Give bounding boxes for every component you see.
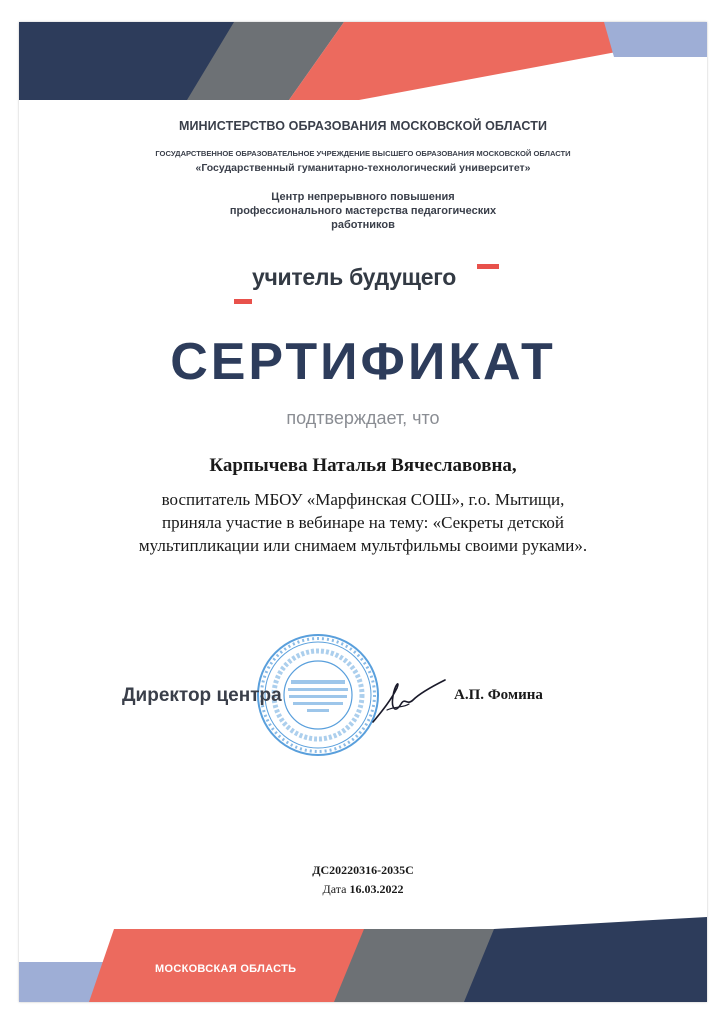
confirms-text: подтверждает, что — [286, 408, 440, 428]
teacher-of-future-logo — [234, 259, 524, 309]
certificate-code: ДС20220316-2035С — [312, 863, 414, 877]
recipient-name: Карпычева Наталья Вячеславовна, — [209, 455, 517, 476]
ministry-heading: МИНИСТЕРСТВО ОБРАЗОВАНИЯ МОСКОВСКОЙ ОБЛАСТИ — [178, 119, 548, 133]
handwritten-signature-icon — [369, 670, 449, 730]
region-label: МОСКОВСКАЯ ОБЛАСТЬ — [155, 963, 297, 975]
body-line: мультипликации или снимаем мультфильмы своими руками». — [138, 536, 588, 555]
logo-accent-right — [477, 264, 499, 269]
top-decorative-band — [19, 22, 707, 122]
body-line: воспитатель МБОУ «Марфинская СОШ», г.о. Мытищи, — [161, 490, 565, 509]
certificate-body — [19, 488, 707, 557]
institution-heading: ГОСУДАРСТВЕННОЕ ОБРАЗОВАТЕЛЬНОЕ УЧРЕЖДЕНИЕ ВЫСШЕГО ОБРАЗОВАНИЯ МОСКОВСКОЙ ОБЛАСТИ — [155, 149, 571, 158]
university-name: «Государственный гуманитарно-технологический университет» — [195, 162, 531, 174]
logo-text: учитель будущего — [252, 264, 456, 290]
center-name-line: профессионального мастерства педагогических — [229, 205, 497, 217]
center-name — [19, 190, 707, 232]
logo-accent-left — [234, 299, 252, 304]
certificate-page — [19, 22, 707, 1002]
certificate-date — [19, 882, 707, 897]
date-value: 16.03.2022 — [349, 882, 404, 896]
signer-name: А.П. Фомина — [454, 687, 543, 703]
center-name-line: работников — [331, 219, 395, 231]
date-label: Дата — [322, 882, 347, 896]
body-line: приняла участие в вебинаре на тему: «Секреты детской — [161, 513, 565, 532]
director-title: Директор центра — [122, 685, 282, 706]
certificate-title: СЕРТИФИКАТ — [170, 333, 556, 391]
center-name-line: Центр непрерывного повышения — [271, 191, 455, 203]
bottom-decorative-band — [19, 907, 707, 1002]
